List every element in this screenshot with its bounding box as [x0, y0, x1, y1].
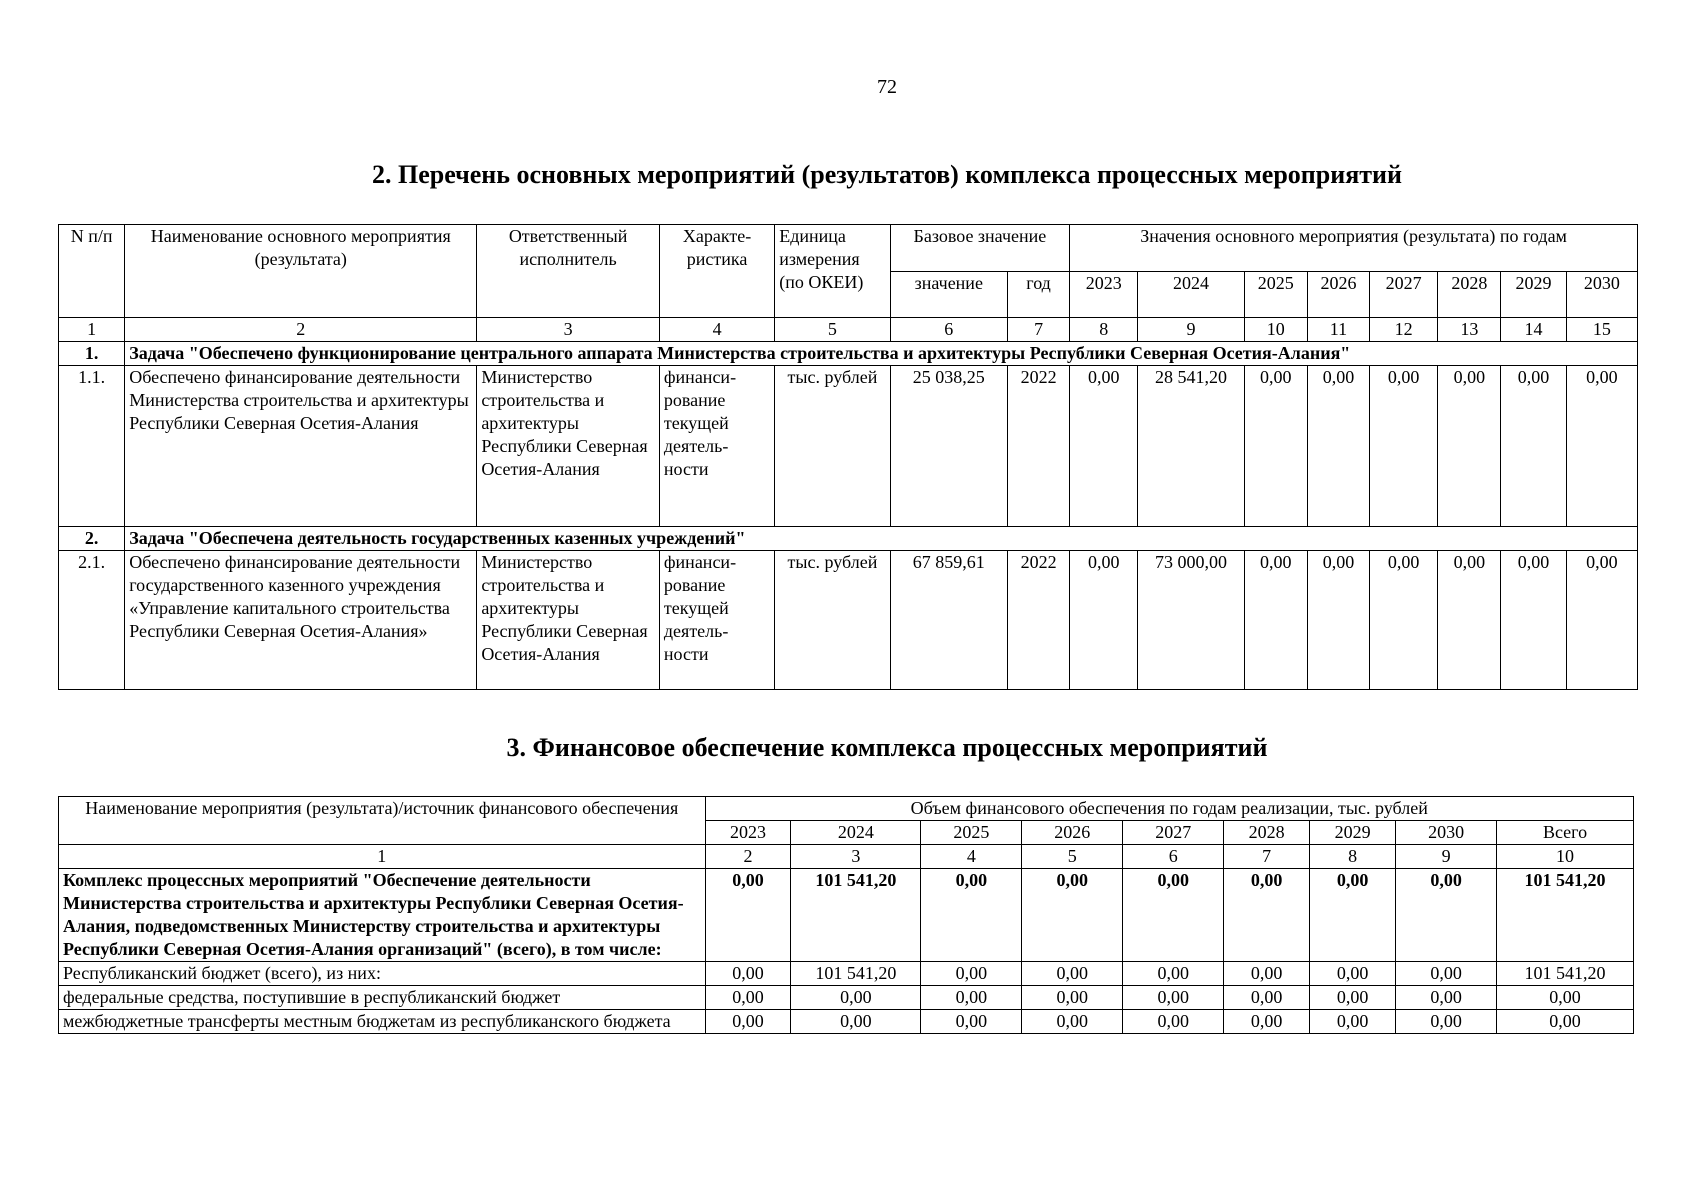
year-header: 2026	[1307, 271, 1369, 318]
year-value: 0,00	[1022, 962, 1123, 986]
year-value: 0,00	[1224, 1010, 1310, 1034]
year-value: 0,00	[1396, 986, 1497, 1010]
year-value: 0,00	[791, 986, 921, 1010]
year-value: 0,00	[705, 1010, 791, 1034]
year-value: 0,00	[1396, 869, 1497, 962]
column-number: 11	[1307, 318, 1369, 342]
characteristic: финанси-рование текущей деятель-ности	[659, 366, 774, 527]
year-value: 0,00	[1438, 551, 1501, 690]
year-value: 0,00	[1070, 366, 1138, 527]
base-year: 2022	[1007, 551, 1069, 690]
year-value: 0,00	[1070, 551, 1138, 690]
task-title: Задача "Обеспечено функционирование центрального аппарата Министерства строительства и архитектуры Республики Северная Осетия-Алания"	[125, 342, 1638, 366]
year-header: 2030	[1566, 271, 1637, 318]
year-value: 73 000,00	[1138, 551, 1244, 690]
column-number: 6	[1123, 845, 1224, 869]
col-name-header: Наименование основного мероприятия (результата)	[125, 225, 477, 318]
activities-table	[58, 224, 1638, 690]
year-value: 0,00	[1224, 962, 1310, 986]
year-value: 0,00	[921, 986, 1022, 1010]
activity-name: Обеспечено финансирование деятельности государственного казенного учреждения «Управление капитального строительства Республики Северная Осетия-Алания»	[125, 551, 477, 690]
year-header: 2023	[1070, 271, 1138, 318]
column-number-row	[59, 845, 1634, 869]
year-value: 28 541,20	[1138, 366, 1244, 527]
year-header: 2028	[1438, 271, 1501, 318]
total-header: Всего	[1497, 821, 1634, 845]
year-value: 0,00	[1022, 1010, 1123, 1034]
year-value: 101 541,20	[791, 962, 921, 986]
column-number: 7	[1224, 845, 1310, 869]
base-year-header: год	[1007, 271, 1069, 318]
year-value: 0,00	[705, 869, 791, 962]
column-number-row	[59, 318, 1638, 342]
column-number: 15	[1566, 318, 1637, 342]
year-header: 2024	[791, 821, 921, 845]
year-value: 0,00	[1022, 986, 1123, 1010]
base-value: 67 859,61	[890, 551, 1007, 690]
table-row	[59, 986, 1634, 1010]
year-value: 0,00	[1396, 962, 1497, 986]
year-value: 0,00	[1244, 366, 1307, 527]
column-number: 14	[1501, 318, 1566, 342]
year-value: 0,00	[1396, 1010, 1497, 1034]
year-value: 0,00	[1123, 986, 1224, 1010]
col-base-header: Базовое значение	[890, 225, 1070, 272]
year-value: 0,00	[1566, 366, 1637, 527]
year-value: 0,00	[1307, 551, 1369, 690]
activity-name: Обеспечено финансирование деятельности Министерства строительства и архитектуры Республики Северная Осетия-Алания	[125, 366, 477, 527]
year-value: 0,00	[1224, 869, 1310, 962]
column-number: 8	[1070, 318, 1138, 342]
year-header: 2027	[1123, 821, 1224, 845]
year-value: 0,00	[1501, 366, 1566, 527]
year-value: 0,00	[705, 962, 791, 986]
year-value: 0,00	[921, 869, 1022, 962]
row-number: 2.1.	[59, 551, 125, 690]
column-number: 5	[1022, 845, 1123, 869]
year-value: 0,00	[1307, 366, 1369, 527]
col-unit-header: Единица измерения (по ОКЕИ)	[775, 225, 890, 318]
table-row	[59, 366, 1638, 527]
year-header: 2025	[1244, 271, 1307, 318]
financing-table	[58, 796, 1634, 1034]
column-number: 4	[921, 845, 1022, 869]
year-value: 0,00	[1310, 1010, 1396, 1034]
header-row	[59, 797, 1634, 821]
total-value: 101 541,20	[1497, 962, 1634, 986]
section-3-title: 3. Финансовое обеспечение комплекса процессных мероприятий	[506, 733, 1268, 762]
year-value: 0,00	[705, 986, 791, 1010]
col-name-header: Наименование мероприятия (результата)/источник финансового обеспечения	[59, 797, 706, 845]
unit: тыс. рублей	[775, 551, 890, 690]
year-value: 0,00	[1566, 551, 1637, 690]
column-number: 5	[775, 318, 890, 342]
column-number: 4	[659, 318, 774, 342]
year-value: 0,00	[1310, 962, 1396, 986]
base-year: 2022	[1007, 366, 1069, 527]
column-number: 2	[125, 318, 477, 342]
task-row	[59, 527, 1638, 551]
year-header: 2030	[1396, 821, 1497, 845]
year-header: 2028	[1224, 821, 1310, 845]
col-executor-header: Ответственный исполнитель	[477, 225, 660, 318]
year-header: 2025	[921, 821, 1022, 845]
table-row	[59, 962, 1634, 986]
column-number: 3	[477, 318, 660, 342]
table-row	[59, 551, 1638, 690]
base-value-header: значение	[890, 271, 1007, 318]
task-number: 1.	[59, 342, 125, 366]
executor: Министерство строительства и архитектуры Республики Северная Осетия-Алания	[477, 366, 660, 527]
year-value: 0,00	[1123, 962, 1224, 986]
year-value: 0,00	[1224, 986, 1310, 1010]
year-value: 0,00	[921, 1010, 1022, 1034]
column-number: 3	[791, 845, 921, 869]
year-value: 0,00	[1310, 869, 1396, 962]
source-name: федеральные средства, поступившие в республиканский бюджет	[59, 986, 706, 1010]
executor: Министерство строительства и архитектуры Республики Северная Осетия-Алания	[477, 551, 660, 690]
column-number: 9	[1138, 318, 1244, 342]
col-characteristic-header: Характе-ристика	[659, 225, 774, 318]
year-header: 2026	[1022, 821, 1123, 845]
year-value: 0,00	[1310, 986, 1396, 1010]
column-number: 2	[705, 845, 791, 869]
column-number: 9	[1396, 845, 1497, 869]
year-value: 0,00	[1022, 869, 1123, 962]
page-number: 72	[877, 76, 897, 98]
base-value: 25 038,25	[890, 366, 1007, 527]
source-name: Комплекс процессных мероприятий "Обеспечение деятельности Министерства строительства и архитектуры Республики Северная Осетия-Алания, подведомственных Министерству строительства и архитектуры Республики Северная Осетия-Алания организаций" (всего), в том числе:	[59, 869, 706, 962]
column-number: 8	[1310, 845, 1396, 869]
column-number: 6	[890, 318, 1007, 342]
year-value: 0,00	[1123, 1010, 1224, 1034]
year-value: 101 541,20	[791, 869, 921, 962]
task-number: 2.	[59, 527, 125, 551]
year-header: 2023	[705, 821, 791, 845]
year-header: 2027	[1370, 271, 1438, 318]
source-name: Республиканский бюджет (всего), из них:	[59, 962, 706, 986]
year-value: 0,00	[1123, 869, 1224, 962]
row-number: 1.1.	[59, 366, 125, 527]
year-header: 2024	[1138, 271, 1244, 318]
col-num-header: N п/п	[59, 225, 125, 318]
characteristic: финанси-рование текущей деятель-ности	[659, 551, 774, 690]
year-value: 0,00	[1370, 551, 1438, 690]
header-row	[59, 225, 1638, 272]
year-header: 2029	[1501, 271, 1566, 318]
year-value: 0,00	[1501, 551, 1566, 690]
year-header: 2029	[1310, 821, 1396, 845]
column-number: 10	[1244, 318, 1307, 342]
year-value: 0,00	[1244, 551, 1307, 690]
year-value: 0,00	[1438, 366, 1501, 527]
year-value: 0,00	[1370, 366, 1438, 527]
task-row	[59, 342, 1638, 366]
column-number: 13	[1438, 318, 1501, 342]
table-row	[59, 1010, 1634, 1034]
year-value: 0,00	[921, 962, 1022, 986]
col-years-group-header: Значения основного мероприятия (результата) по годам	[1070, 225, 1638, 272]
column-number: 1	[59, 845, 706, 869]
column-number: 12	[1370, 318, 1438, 342]
total-value: 101 541,20	[1497, 869, 1634, 962]
table-row	[59, 869, 1634, 962]
task-title: Задача "Обеспечена деятельность государственных казенных учреждений"	[125, 527, 1638, 551]
column-number: 7	[1007, 318, 1069, 342]
unit: тыс. рублей	[775, 366, 890, 527]
year-value: 0,00	[791, 1010, 921, 1034]
col-group-header: Объем финансового обеспечения по годам реализации, тыс. рублей	[705, 797, 1634, 821]
column-number: 10	[1497, 845, 1634, 869]
total-value: 0,00	[1497, 1010, 1634, 1034]
column-number: 1	[59, 318, 125, 342]
section-2-title: 2. Перечень основных мероприятий (результатов) комплекса процессных мероприятий	[371, 160, 1403, 189]
source-name: межбюджетные трансферты местным бюджетам из республиканского бюджета	[59, 1010, 706, 1034]
total-value: 0,00	[1497, 986, 1634, 1010]
